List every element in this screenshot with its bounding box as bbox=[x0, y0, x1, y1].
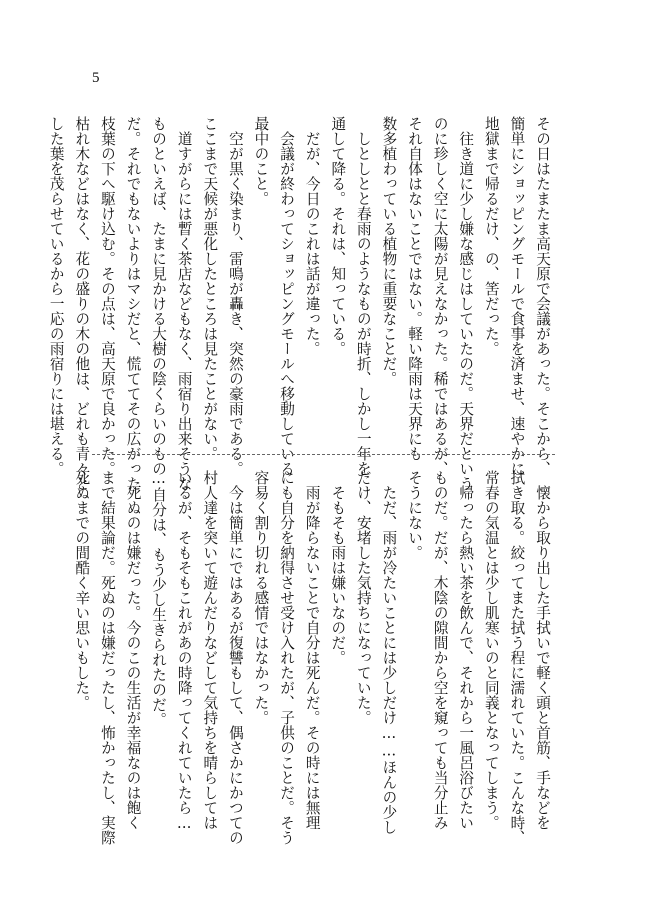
text-line: だけ、安堵した気持ちになっていた。 bbox=[354, 470, 372, 725]
text-line: 道すがらには暫く茶店などもなく、雨宿り出来そうな bbox=[175, 116, 193, 491]
text-line: ここまで天候が悪化したところは見たことがない。 bbox=[201, 116, 219, 461]
text-line: 会議が終わってショッピングモールへ移動している bbox=[278, 116, 296, 476]
text-block-bottom bbox=[69, 470, 555, 845]
text-line: 往き道に少し嫌な感じはしていたのだ。天界だという bbox=[457, 116, 475, 491]
text-line: ものといえば、たまに見かける大樹の陰くらいのもの bbox=[150, 116, 168, 476]
text-line: 死ぬのは嫌だった。今のこの生活が幸福なのは飽く bbox=[124, 470, 142, 830]
text-line: 簡単にショッピングモールで食事を済ませ、速やかに bbox=[508, 116, 526, 476]
text-line: だ。それでもないよりはマシだと、慌ててその広がった bbox=[124, 116, 142, 491]
text-line: 帰ったら熱い茶を飲んで、それから一風呂浴びたい bbox=[457, 470, 475, 830]
text-line: した葉を茂らせているから一応の雨宿りには堪える。 bbox=[47, 116, 65, 476]
text-line: しとしとと春雨のようなものが時折、しかし一年を bbox=[354, 116, 372, 476]
text-line: そうにない。 bbox=[406, 470, 424, 560]
text-line: 空が黒く染まり、雷鳴が轟き、突然の豪雨である。 bbox=[226, 116, 244, 476]
text-line: 村人達を突いて遊んだりなどして気持ちを晴らしては bbox=[201, 470, 219, 830]
text-line: 拭き取る。絞ってまた拭う程に濡れていた。こんな時、 bbox=[508, 470, 526, 845]
text-line: 通して降る。それは、知っている。 bbox=[329, 116, 347, 356]
text-line: いるが、そもそもこれがあの時降ってくれていたら… bbox=[175, 470, 193, 833]
page-number: 5 bbox=[92, 70, 100, 86]
text-line: その日はたまたま高天原で会議があった。そこから、 bbox=[534, 116, 551, 476]
text-line: 雨が降らないことで自分は死んだ。その時には無理 bbox=[303, 470, 321, 830]
text-line: 死ぬまでの間酷く辛い思いもした。 bbox=[73, 470, 91, 710]
text-line: 枯れ木などはなく、花の盛りの木の他は、どれも青々と bbox=[73, 116, 91, 491]
text-line: のに珍しく空に太陽が見えなかった。稀ではあるが、 bbox=[431, 116, 449, 476]
text-line: 懐から取り出した手拭いで軽く頭と首筋、手などを bbox=[534, 470, 551, 830]
text-line: まで結果論だ。死ぬのは嫌だったし、怖かったし、実際 bbox=[98, 470, 116, 845]
text-line: 最中のこと。 bbox=[252, 116, 270, 206]
text-line: …自分は、もう少し生きられたのだ。 bbox=[150, 470, 168, 728]
text-line: 今は簡単にではあるが復讐もして、偶さかにかつての bbox=[226, 470, 244, 845]
text-line: 地獄まで帰るだけ、の、筈だった。 bbox=[482, 116, 500, 356]
text-line: 枝葉の下へ駆け込む。その点は、高天原で良かった。 bbox=[98, 116, 116, 476]
text-block-top bbox=[43, 116, 555, 491]
text-line: ものだ。だが、木陰の隙間から空を窺っても当分止み bbox=[431, 470, 449, 830]
text-line: 数多植わっている植物に重要なことだ。 bbox=[380, 116, 398, 386]
text-line: 容易く割り切れる感情ではなかった。 bbox=[252, 470, 270, 725]
text-line: ただ、雨が冷たいことには少しだけ……ほんの少し bbox=[380, 470, 398, 835]
text-line: にも自分を納得させ受け入れたが、子供のことだ。そう bbox=[278, 470, 296, 845]
text-line: そもそも雨は嫌いなのだ。 bbox=[329, 470, 347, 665]
text-line: 常春の気温とは少し肌寒いのと同義となってしまう。 bbox=[482, 470, 500, 830]
text-line: それ自体はないことではない。軽い降雨は天界にも bbox=[406, 116, 424, 461]
text-line: だが、今日のこれは話が違った。 bbox=[303, 116, 321, 356]
section-divider bbox=[92, 454, 555, 455]
